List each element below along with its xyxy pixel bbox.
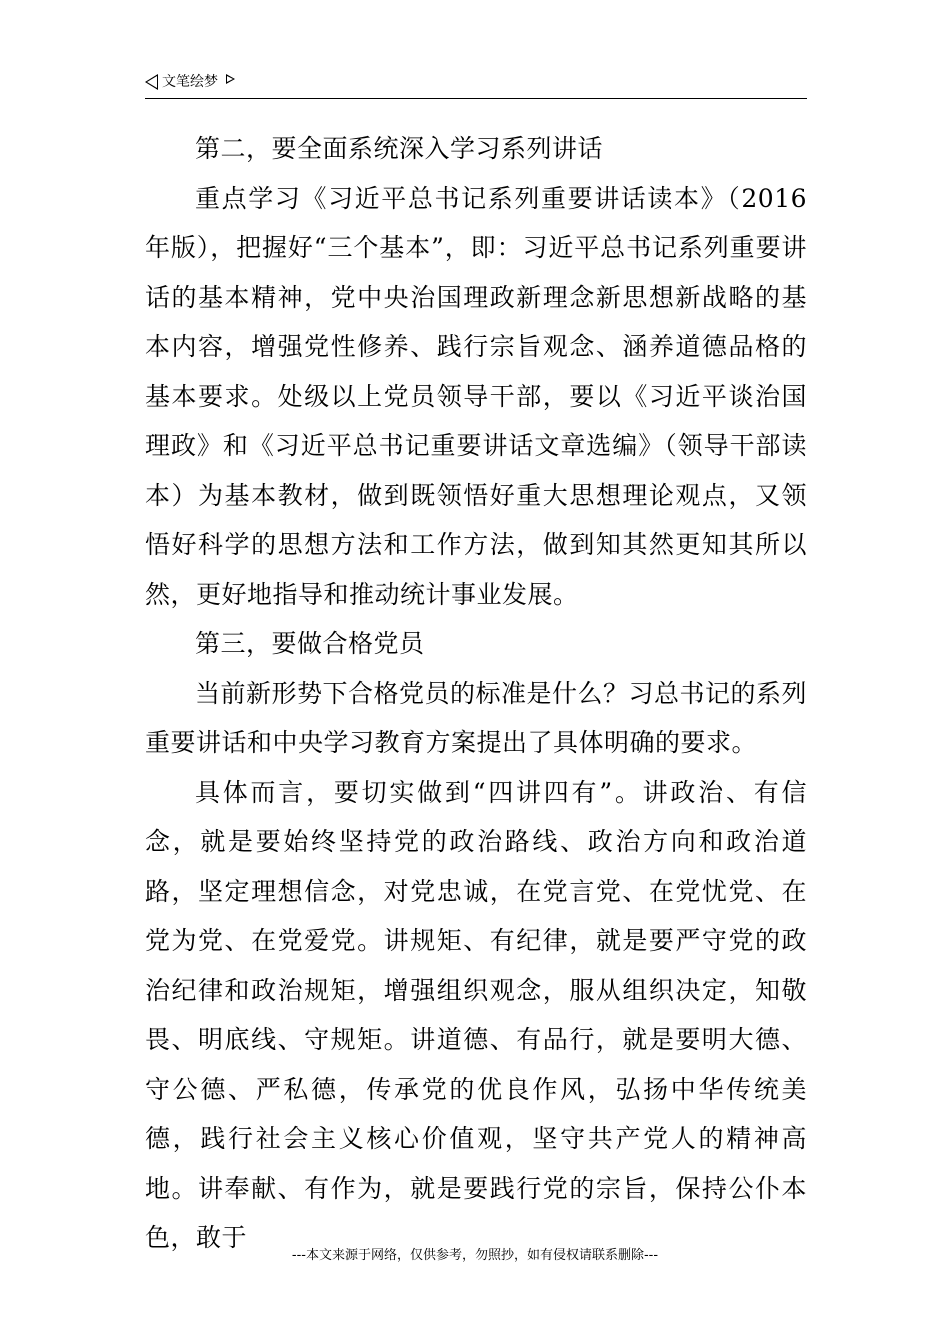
paragraph: 具体而言，要切实做到“四讲四有”。讲政治、有信念，就是要始终坚持党的政治路线、政治方向和政治道路，坚定理想信念，对党忠诚，在党言党、在党忧党、在党为党、在党爱党。讲规矩、有纪律，就是要严守党的政治纪律和政治规矩，增强组织观念，服从组织决定，知敬畏、明底线、守规矩。讲道德、有品行，就是要明大德、守公德、严私德，传承党的优良作风，弘扬中华传统美德，践行社会主义核心价值观，坚守共产党人的精神高地。讲奉献、有作为，就是要践行党的宗旨，保持公仆本色，敢于 [145,777,807,1252]
header-brand [145,72,235,92]
page-footer: ---本文来源于网络，仅供参考，勿照抄，如有侵权请联系删除--- [291,1248,659,1263]
paragraph: 当前新形势下合格党员的标准是什么？习总书记的系列重要讲话和中央学习教育方案提出了具体明确的要求。 [145,678,808,757]
section-heading-3: 第三，要做合格党员 [195,629,425,658]
section-heading-2: 第二，要全面系统深入学习系列讲话 [195,134,604,163]
header-title: 文笔绘梦 [162,74,218,90]
page-header [145,72,807,99]
paragraph: 重点学习《习近平总书记系列重要讲话读本》（2016年版），把握好“三个基本”，即：习近平总书记系列重要讲话的基本精神，党中央治国理政新理念新思想新战略的基本内容，增强党性修养、践行宗旨观念、涵养道德品格的基本要求。处级以上党员领导干部，要以《习近平谈治国理政》和《习近平总书记重要讲话文章选编》（领导干部读本）为基本教材，做到既领悟好重大思想理论观点，又领悟好科学的思想方法和工作方法，做到知其然更知其所以然，更好地指导和推动统计事业发展。 [145,183,807,609]
document-body [145,124,807,1263]
triangle-right-icon [226,74,235,84]
triangle-left-icon [145,74,158,90]
